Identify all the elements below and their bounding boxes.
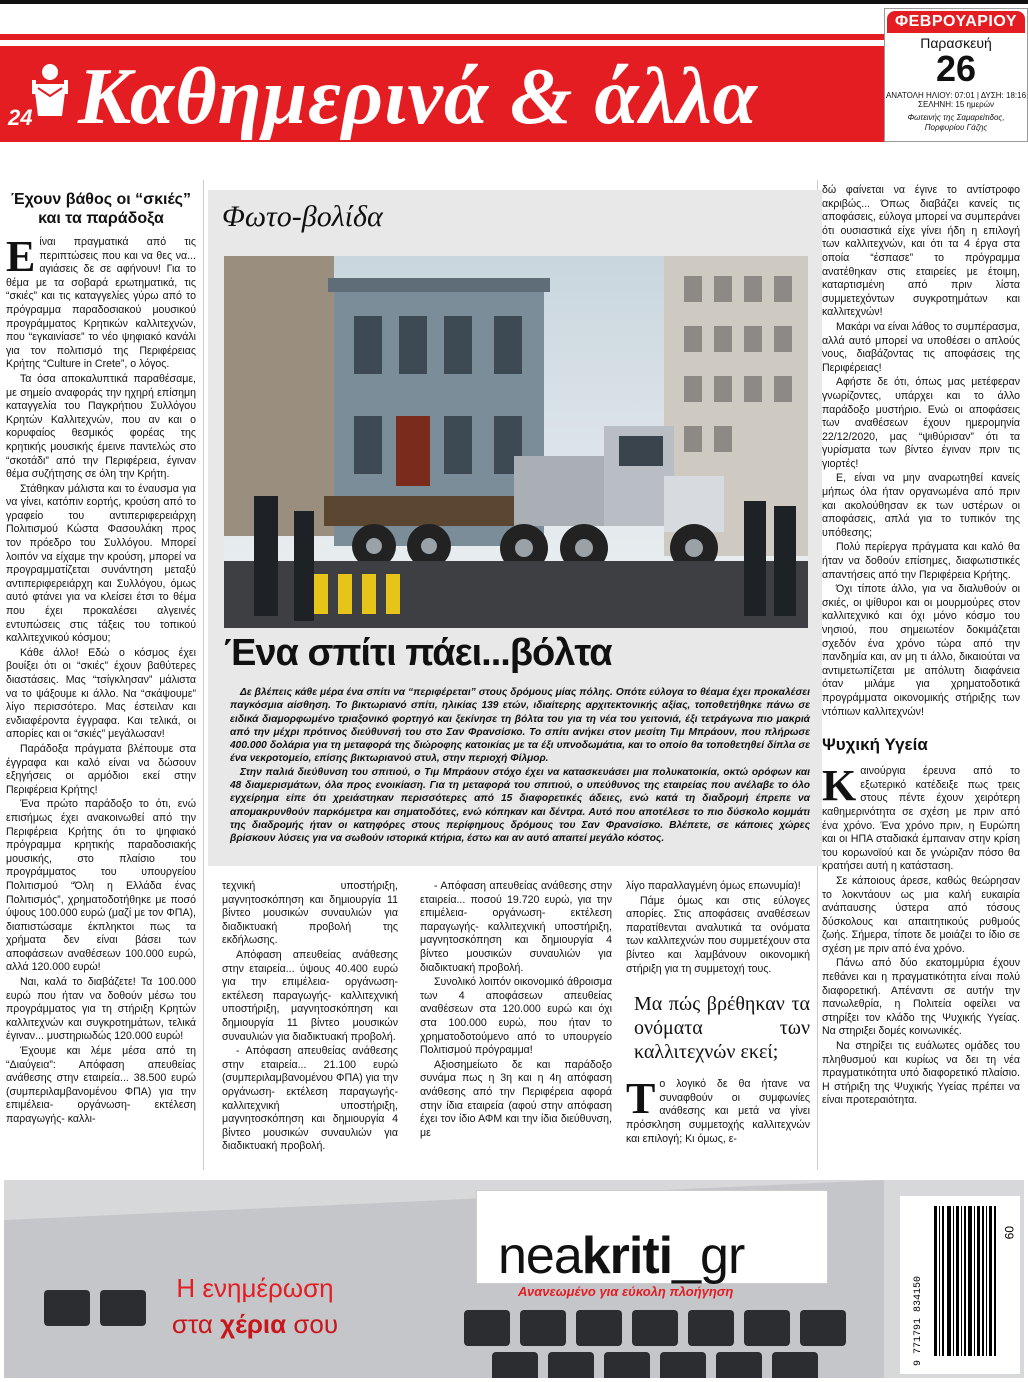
date-month: ΦΕΒΡΟΥΑΡΙΟΥ (887, 11, 1025, 33)
feature-lede (230, 686, 810, 846)
feature-section-title: Φωτο-βολίδα (222, 200, 383, 233)
article-paragraph: Αφήστε δε ότι, όπως μας μετέφεραν γνωρίζοντες, υπάρχει και το άλλο παράδοξο μυστήριο. Ενώ οι αποφάσεις των αναθέσεων έχουν ημερομηνία 22/12/2020, μας “ψιθύρισαν” ότι τα γυρίσματα των βίντεο έγιναν πριν τις γιορτές! (822, 376, 1020, 470)
date-weekday: Παρασκευή (920, 35, 992, 51)
lede-paragraph: Στην παλιά διεύθυνση του σπιτιού, ο Τιμ Μπράουν στόχο έχει να κατασκευάσει μια πολυκατοικία, οκτώ ορόφων και 48 διαμερισμάτων, όλα προς ενοικίαση. Για τη μεταφορά του σπιτιού, ο υπεύθυνος της εταιρείας που ανέλαβε το όλο εγχείρημα είπε ότι χρειάστηκαν περισσότερες από 15 διαφορετικές άδειες, ενώ κατά τη διαδρομή έπρεπε να απομακρυνθούν παρκόμετρα και σηματοδότες, ενώ κόπηκαν και δέντρα. Αυτό που αποτέλεσε το πιο δύσκολο κομμάτι της διαδρομής ήταν οι κατηφόρες στους περίφημους δρόμους του Σαν Φρανσίσκο. Βλέπετε, σε κάποιες χώρες βρίσκουν λύσεις για να σωθούν ιστορικά κτήρια, έστω και αν αυτό απαιτεί μεγάλο κόστος. (230, 766, 810, 845)
continuation-column-1 (222, 880, 398, 1155)
article-paragraph: Κάθε άλλο! Εδώ ο κόσμος έχει βουίξει ότι οι “σκιές” έχουν βαθύτερες διαστάσεις. Μας “τσίγκλησαν” μάλιστα να το ψάξουμε κι άλλο. Να “σκάψουμε” λίγο περισσότερο. Μας έστειλαν και ενδιαφέροντα έγγραφα. Και τελικά, οι απορίες και οι “σκιές” μεγάλωσαν! (6, 646, 196, 741)
barcode-issue: 09 (1002, 1226, 1016, 1240)
column-divider (203, 180, 204, 1170)
drop-cap: Ε (6, 232, 36, 281)
article-paragraph: Πολύ περίεργα πράγματα και καλό θα ήταν να δοθούν επίσημες, διαφωτιστικές απαντήσεις από την Περιφέρεια Κρήτης. (822, 541, 1020, 581)
article-paragraph: Ε, είναι να μην αναρωτηθεί κανείς μήπως όλα ήταν οργανωμένα από πριν και ακολούθησαν εκ των υστέρων οι αποφάσεις, απλά για το τυπικόν της υπόθεσης; (822, 472, 1020, 539)
lede-paragraph: Δε βλέπεις κάθε μέρα ένα σπίτι να “περιφέρεται” στους δρόμους μίας πόλης. Οπότε εύλογα το θέαμα έχει προκαλέσει παγκόσμια αίσθηση. Το βικτωριανό σπίτι, ηλικίας 139 ετών, ιδιαίτερης αρχιτεκτονικής αξίας, τοποθετήθηκε πάνω σε ειδικά διαμορφωμένο τριαξονικό φορτηγό και ξεκίνησε τη βόλτα του για τη νέα του γειτονιά, έξι τετράγωνα πιο μακριά από την μέχρι πρότινος διεύθυνσή του στο Σαν Φρανσίσκο. Το σπίτι ανήκει στον μεσίτη Τιμ Μπράουν, που πλήρωσε 400.000 δολάρια για τη μεταφορά της διώροφης κατοικίας με τα έξι υπνοδωμάτια, και το οποίο θα τοποθετηθεί δίπλα σε ένα νεκροτομείο, επίσης βικτωριανού στυλ, στην περιοχή Φίλμορ. (230, 687, 810, 765)
article-paragraph: Στάθηκαν μάλιστα και το έναυσμα για να γίνει, κατόπιν εορτής, κρούση από το γραφείο του αντιπεριφερειάρχη Πολιτισμού Κώστα Φασουλάκη προς τον πρόεδρο του Συλλόγου. Μπορεί λοιπόν να είχαμε την κρούση, μπορεί να προγραμματίζεται συνάντηση μεταξύ αντιπεριφερειάρχη και Συλλόγου, όμως αυτό φτάνει για να κλείσει έτσι το θέμα που έχει προκαλέσει αλγεινές εντυπώσεις στις τάξεις του τοπικού καλλιτεχνικού κόσμου; (6, 482, 196, 645)
article-paragraph: Είναι πραγματικά από τις περιπτώσεις που και να θες να... αγιάσεις δε σε αφήνουν! Για το θέμα με τα σοβαρά ερωτηματικά, τις “σκιές” και τις καταγγελίες γύρω από το πρόγραμμα παραδοσιακού μουσικού προγράμματος Κρητικών καλλιτεχνών, που “εγκαινίασε” το νέο ψηφιακό κανάλι για τον πολιτισμό της Περιφέρειας Κρήτης “Culture in Crete”, ο λόγος. (6, 232, 196, 371)
article-paragraph: - Απόφαση απευθείας ανάθεσης στην εταιρεία... ποσού 19.720 ευρώ, για την επιμέλεια- οργάνωση- εκτέλεση παραγωγής- καλλιτεχνική υποστήριξη, μαγνητοσκόπηση και δημιουργία 4 βίντεο μουσικών συναυλιών για διαδικτυακή προβολή. (420, 880, 612, 974)
article-paragraph: Το λογικό δε θα ήτανε να συναφθούν οι συμφωνίες ανάθεσης και μετά να γίνει πρόσκληση συμμετοχής καλλιτεχνών και επιλογή; Κι όμως, ε- (626, 1074, 810, 1145)
article-paragraph: Πάνω από δύο εκατομμύρια έχουν πεθάνει και η πραγματικότητα είναι πολύ διαφορετική. Απέναντι σε αυτήν την πανωλεθρία, η Πολιτεία οφείλει να στηρίξει τον κλάδο της Ψυχικής Υγείας. Να στηριξει δομές κοινωνικές. (822, 957, 1020, 1038)
article-paragraph: Να στηρίξει τις ευάλωτες ομάδες του πληθυσμού και κυρίως να δει τη νέα πραγματικότητα υπό διαφορετικό πλαίσιο. Η στήριξη της Ψυχικής Υγείας πρέπει να είναι προτεραιότητα. (822, 1040, 1020, 1107)
name-day-saints: Φωτεινής της Σαμαρείτιδος, Πορφυρίου Γάζης (907, 113, 1005, 132)
continuation-column-2 (420, 880, 612, 1141)
feature-photo (224, 256, 808, 628)
drop-cap: Τ (626, 1074, 656, 1124)
article-paragraph: Όχι τίποτε άλλο, για να διαλυθούν οι σκιές, οι ψίθυροι και οι μουρμούρες στον καλλιτεχνικό και όχι μόνο κόσμο του νησιού, που σημειωτέον δοκιμάζεται σχεδόν ένα χρόνο τώρα από την πανδημία και, αν μη τι άλλο, δικαιούται να αντιμετωπίζεται με απόλυτη διαφάνεια όταν μιλάμε για χρηματοδοτικά προγράμματα οικονομικής στήριξης των ντόπιων καλλιτεχνών! (822, 583, 1020, 718)
moon-phase: ΣΕΛΗΝΗ: 15 ημερών (918, 100, 994, 109)
barcode-number: 9 771791 834150 (913, 1275, 924, 1366)
pull-quote: Μα πώς βρέθηκαν τα ονόματα των καλλιτεχνών εκεί; (634, 993, 810, 1064)
top-rule (0, 0, 1028, 4)
left-article-title: Έχουν βάθος οι “σκιές” και τα παράδοξα (10, 191, 191, 227)
date-box (884, 8, 1028, 142)
barcode-icon (900, 1196, 1020, 1374)
right-column (822, 184, 1020, 1109)
issue-barcode (900, 1196, 1020, 1374)
continuation-column-3 (626, 880, 810, 1147)
article-paragraph: δώ φαίνεται να έγινε το αντίστροφο ακριβώς... Όπως διαβάζει κανείς τις αποφάσεις, εύλογα μπορεί να συμπεράνει ότι ουσιαστικά είχε γίνει ήδη η επιλογή των καλλιτεχνών, και ότι τα 4 έργα στα οποία “έσπασε” το πρόγραμμα ανατέθηκαν στις εταιρείες με έτοιμη, καταρτισμένη από πριν λίστα συμμετεχόντων συγκροτημάτων και καλλιτεχνών! (822, 184, 1020, 319)
section-masthead: Καθημερινά & άλλα (78, 53, 758, 141)
article-paragraph: Ένα πρώτο παράδοξο το ότι, ενώ επισήμως έχει ανακοινωθεί από την Περιφέρεια Κρήτης ότι το ψηφιακό πρόγραμμα κρητικής παραδοσιακής μουσικής, στο πλαίσιο του προγράμματος του υπουργείου Πολιτισμού “Όλη η Ελλάδα ένας Πολιτισμός”, χρηματοδοτήθηκε με ποσό ύψους 100.000 ευρώ (μαζί με τον ΦΠΑ), διαπιστώσαμε έκπληκτοι πως τα χρήματα δεν είναι βάσει των αποφάσεων αναθέσεων 100.000 ευρώ, αλλά 120.000 ευρώ! (6, 798, 196, 974)
ad-slogan (110, 1270, 400, 1342)
article-paragraph: Σε κάποιους άρεσε, καθώς θεώρησαν το λοκντάουν ως μια καλή ευκαιρία ανάπαυσης ύστερα από τόσους δύσκολους και απαιτητικούς ρυθμούς ζωής. Σήμερα, τίποτε δε μοιάζει το ίδιο σε σχέση με πριν από ένα χρόνο. (822, 874, 1020, 955)
date-day: 26 (935, 48, 977, 89)
article-paragraph: Έχουμε και λέμε μέσα από τη “Διαύγεια”: Απόφαση απευθείας ανάθεσης στην εταιρεία... 38.500 ευρώ (συμπεριλαμβανομένου ΦΠΑ) για την επιμέλεια- οργάνωση- εκτέλεση παραγωγής- καλλι- (6, 1045, 196, 1125)
article-paragraph: Καινούργια έρευνα από το εξωτερικό κατέδειξε πως τρεις στους πέντε έχουν χειρότερη καθημερινότητα σε σχέση με πριν από ένα χρόνο. Ένα χρόνο πριν, η Ευρώπη και οι ΗΠΑ σταδιακά έμπαιναν στην κρίση του κορωνοϊού και δε γνώριζαν πόσο θα κρατήσει αυτή η κατάσταση. (822, 761, 1020, 873)
article-paragraph: τεχνική υποστήριξη, μαγνητοσκόπηση και δημιουργία 11 βίντεο μουσικών συναυλιών για διαδικτυακή προβολή της εκδήλωσης. (222, 880, 398, 947)
publication-logo-icon (28, 62, 72, 122)
house-moving-truck-image (224, 256, 808, 628)
left-article (6, 190, 196, 1128)
masthead-stripe (0, 40, 884, 46)
mental-health-title: Ψυχική Υγεία (822, 735, 928, 755)
article-paragraph: λίγο παραλλαγμένη όμως επωνυμία)! (626, 880, 801, 892)
article-paragraph: Ναι, καλά το διαβάζετε! Τα 100.000 ευρώ που ήταν να δοθούν μέσω του προγράμματος για τη στήριξη Κρητών καλλιτεχνών και συγκροτημάτων, τελικά έγιναν... μυστηριωδώς 120.000 ευρώ! (6, 976, 196, 1043)
article-paragraph: Πάμε όμως και στις εύλογες απορίες. Στις αποφάσεις αναθέσεων παρατίθενται αναλυτικά τα ονόματα των καλλιτεχνών που συμμετέχουν στα βίντεο και λαμβάνουν οικονομική στήριξη για τη συμμετοχή τους. (626, 894, 810, 975)
page-number: 24 (8, 105, 33, 130)
article-paragraph: Απόφαση απευθείας ανάθεσης στην εταιρεία... ύψους 40.400 ευρώ για την επιμέλεια- οργάνωση- εκτέλεση παραγωγής- καλλιτεχνική υποστήριξη, μαγνητοσκόπηση και δημιουργία 11 βίντεο μουσικών συναυλιών για διαδικτυακή προβολή. (222, 948, 398, 1043)
drop-cap: Κ (822, 761, 857, 811)
ad-slogan-line-1: Η ενημέρωση (176, 1273, 334, 1303)
article-paragraph: Αξιοσημείωτο δε και παράδοξο συνάμα πως η 3η και η 4η απόφαση ανάθεσης από την Περιφέρεια αφορά στην ίδια εταιρεία (αφού στην απόφαση έχει τον ίδιο ΑΦΜ και την ίδια διεύθυνση, με (420, 1058, 612, 1139)
ad-tagline: Ανανεωμένο για εύκολη πλοήγηση (518, 1284, 734, 1299)
article-paragraph: Μακάρι να είναι λάθος το συμπέρασμα, αλλά αυτό μπορεί να υποθέσει ο απλούς νους, διαβάζοντας τις αποφάσεις της Περιφέρειας! (822, 320, 1021, 374)
ad-slogan-line-2: στα χέρια σου (171, 1309, 339, 1339)
article-paragraph: Παράδοξα πράγματα βλέπουμε στα έγγραφα και καλό είναι να δώσουν εξηγήσεις οι αρμόδιοι εκεί στην Περιφέρεια Κρήτης! (6, 742, 196, 796)
feature-headline: Ένα σπίτι πάει...βόλτα (224, 632, 612, 674)
neakriti-logo[interactable]: neakriti_gr (498, 1227, 745, 1285)
article-paragraph: Τα όσα αποκαλυπτικά παραθέσαμε, με σημείο αναφοράς την ηχηρή επίσημη καταγγελία του Παγκρήτιου Συλλόγου Κρητών Καλλιτεχνών, που αν και ο κορυφαίος θεσμικός φορέας της κρητικής μουσικής έμεινε παντελώς στο “σκοτάδι” από την Περιφέρεια, έγιναν θέμα συζήτησης σε όλη την Κρήτη. (6, 372, 196, 481)
masthead-gap (0, 16, 1028, 34)
article-paragraph: Συνολικό λοιπόν οικονομικό άθροισμα των 4 αποφάσεων απευθείας αναθέσεων στα 120.000 ευρώ και όχι στα 100.000 ευρώ, που ήταν το χρηματοδοτούμενο από το υπουργείο Πολιτισμού πρόγραμμα! (420, 976, 612, 1057)
article-paragraph: - Απόφαση απευθείας ανάθεσης στην εταιρεία... 21.100 ευρώ (συμπεριλαμβανομένου ΦΠΑ) για την οργάνωση- εκτέλεση παραγωγής- καλλιτεχνική υποστήριξη, μαγνητοσκόπηση και δημιουργία 4 βίντεο μουσικών συναυλιών για διαδικτυακή προβολή. (222, 1045, 398, 1153)
sunrise-sunset: ΑΝΑΤΟΛΗ ΗΛΙΟΥ: 07:01 | ΔΥΣΗ: 18:16 (885, 91, 1027, 100)
